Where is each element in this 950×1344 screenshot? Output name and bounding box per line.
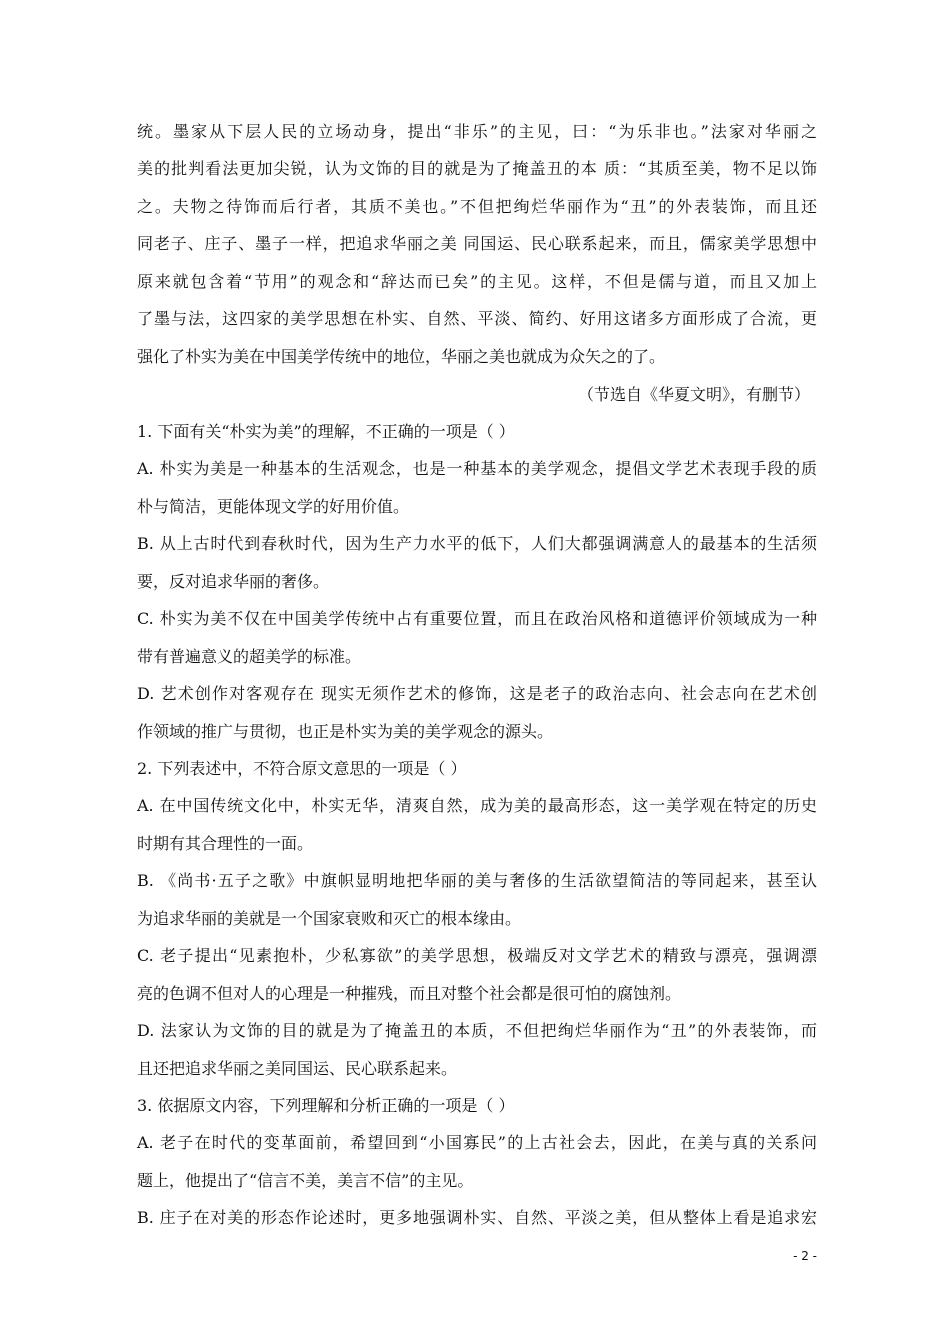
question-1-option-d: D. 艺术创作对客观存在 现实无须作艺术的修饰，这是老子的政治志向、社会志向在艺术创 bbox=[137, 684, 817, 703]
passage-line: 统。墨家从下层人民的立场动身，提出“非乐”的主见，曰：“为乐非也。”法家对华丽之 bbox=[137, 122, 817, 141]
passage-line: 原来就包含着“节用”的观念和“辞达而已矣”的主见。这样，不但是儒与道，而且又加上 bbox=[137, 272, 817, 291]
question-1-option-c-cont: 带有普遍意义的超美学的标准。 bbox=[137, 647, 362, 666]
question-2-option-a-cont: 时期有其合理性的一面。 bbox=[137, 834, 314, 853]
question-1-stem: 1. 下面有关“朴实为美”的理解，不正确的一项是（ ） bbox=[137, 422, 515, 441]
question-1-option-d-cont: 作领域的推广与贯彻，也正是朴实为美的美学观念的源头。 bbox=[137, 722, 554, 741]
question-1-option-c: C. 朴实为美不仅在中国美学传统中占有重要位置，而且在政治风格和道德评价领域成为一种 bbox=[137, 609, 817, 628]
question-2-option-a: A. 在中国传统文化中，朴实无华，清爽自然，成为美的最高形态，这一美学观在特定的历史 bbox=[137, 796, 817, 815]
passage-line: 了墨与法，这四家的美学思想在朴实、自然、平淡、简约、好用这诸多方面形成了合流，更 bbox=[137, 309, 817, 328]
passage-line: 同老子、庄子、墨子一样，把追求华丽之美 同国运、民心联系起来，而且，儒家美学思想中 bbox=[137, 234, 817, 253]
question-3-option-a: A. 老子在时代的变革面前，希望回到“小国寡民”的上古社会去，因此，在美与真的关系问 bbox=[137, 1133, 817, 1152]
passage-line: 之。夫物之待饰而后行者，其质不美也。”不但把绚烂华丽作为“丑”的外表装饰，而且还 bbox=[137, 197, 817, 216]
question-1-option-a: A. 朴实为美是一种基本的生活观念，也是一种基本的美学观念，提倡文学艺术表现手段的质 bbox=[137, 459, 817, 478]
question-2-option-b: B. 《尚书·五子之歌》中旗帜显明地把华丽的美与奢侈的生活欲望简洁的等同起来，甚至认 bbox=[137, 871, 817, 890]
source-citation: （节选自《华夏文明》，有删节） bbox=[577, 385, 810, 404]
question-1-option-b: B. 从上古时代到春秋时代，因为生产力水平的低下，人们大都强调满意人的最基本的生活须 bbox=[137, 534, 817, 553]
question-1-option-b-cont: 要，反对追求华丽的奢侈。 bbox=[137, 572, 330, 591]
page-number: - 2 - bbox=[793, 1249, 817, 1263]
question-3-stem: 3. 依据原文内容，下列理解和分析正确的一项是（ ） bbox=[137, 1096, 515, 1115]
question-2-option-c-cont: 亮的色调不但对人的心理是一种摧残，而且对整个社会都是很可怕的腐蚀剂。 bbox=[137, 984, 682, 1003]
question-2-option-b-cont: 为追求华丽的美就是一个国家衰败和灭亡的根本缘由。 bbox=[137, 909, 522, 928]
passage-line: 强化了朴实为美在中国美学传统中的地位，华丽之美也就成为众矢之的了。 bbox=[137, 347, 666, 366]
question-2-stem: 2. 下列表述中，不符合原文意思的一项是（ ） bbox=[137, 759, 467, 778]
passage-line: 美的批判看法更加尖锐，认为文饰的目的就是为了掩盖丑的本 质：“其质至美，物不足以饰 bbox=[137, 159, 817, 178]
question-2-option-c: C. 老子提出“见素抱朴，少私寡欲”的美学思想，极端反对文学艺术的精致与漂亮，强调漂 bbox=[137, 946, 817, 965]
question-2-option-d-cont: 且还把追求华丽之美同国运、民心联系起来。 bbox=[137, 1059, 458, 1078]
question-2-option-d: D. 法家认为文饰的目的就是为了掩盖丑的本质，不但把绚烂华丽作为“丑”的外表装饰，而 bbox=[137, 1021, 817, 1040]
question-1-option-a-cont: 朴与简洁，更能体现文学的好用价值。 bbox=[137, 497, 410, 516]
question-3-option-a-cont: 题上，他提出了“信言不美，美言不信”的主见。 bbox=[137, 1171, 474, 1190]
question-3-option-b: B. 庄子在对美的形态作论述时，更多地强调朴实、自然、平淡之美，但从整体上看是追求宏 bbox=[137, 1208, 817, 1227]
